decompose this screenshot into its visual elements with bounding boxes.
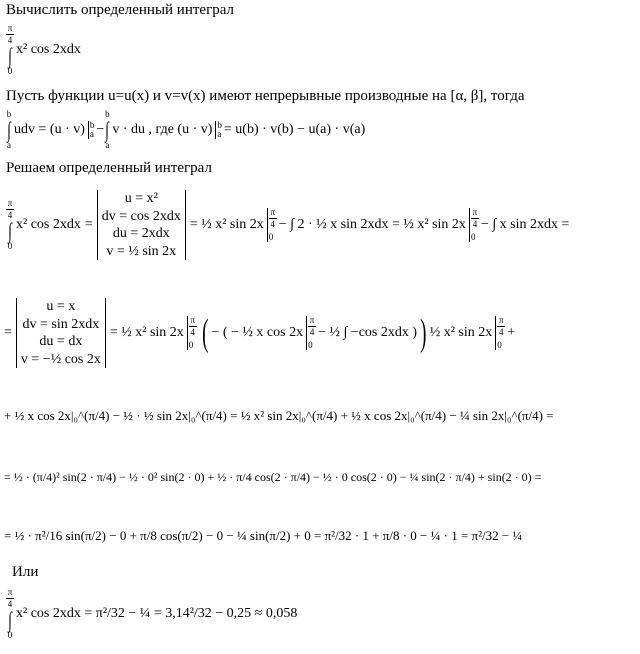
substitution-table-1: u = x² dv = cos 2xdx du = 2xdx v = ½ sin 2x [97,190,186,260]
solution-line-1: π 4 ∫ 0 x² cos 2xdx = u = x² dv = cos 2xdx du = 2xdx v = ½ sin 2x = ½ x² sin 2x π 4 0 − ∫ 2 · ½ x sin 2xdx = ½ x² sin 2x π 4 0 − ∫ x sin 2xdx = [7,191,570,259]
solution-line-5: = ½ · π²/16 sin(π/2) − 0 + π/8 cos(π/2) − 0 − ¼ sin(π/2) + 0 = π²/32 · 1 + π/8 · 0 − ¼ · 1 = π²/32 − ¼ [4,528,523,543]
integral-sign: b ∫ a [6,109,12,150]
term: − ( − ½ x cos 2x [211,325,304,340]
integral-sign: π 4 ∫ 0 [7,23,13,76]
solution-line-2: = u = x dv = sin 2xdx du = dx v = −½ cos 2x = ½ x² sin 2x π 4 0 ( − ( − ½ x cos 2x π 4 0 − ½ ∫ −cos 2xdx ) ) ½ x² sin 2x π 4 0 + [4,299,516,367]
term: = ½ x² sin 2x [189,217,264,232]
solution-line-4: = ½ · (π/4)² sin(2 · π/4) − ½ · 0² sin(2 · 0) + ½ · π/4 cos(2 · π/4) − ½ · 0 cos(2 · 0) − ¼ sin(2 · π/4) + sin(2 · 0) = [4,470,542,484]
integral-sign: π 4 ∫ 0 [7,587,13,640]
integral-sign: b ∫ a [105,109,110,150]
substitution-table-2: u = x dv = sin 2xdx du = dx v = −½ cos 2x [16,298,106,368]
final-result [6,588,297,640]
term: − ∫ x sin 2xdx = [480,217,570,232]
parts-vdu: v · du , где (u · v) [112,122,213,137]
term: − ∫ 2 · ½ x sin 2xdx = ½ x² sin 2x [278,217,466,232]
parts-formula: b ∫ a udv = (u · v) b a − b ∫ a v · du , где (u · v) b a = u(b) · v(b) − u(a) · v(a) [6,109,366,150]
integrand: x² cos 2xdx [16,42,81,57]
heading-task: Вычислить определенный интеграл [6,2,234,18]
minus-sign: − [96,122,105,137]
heading-parts-rule: Пусть функции u=u(x) и v=v(x) имеют непрерывные производные на [α, β], тогда [6,88,525,104]
integral-sign: π 4 ∫ 0 [7,198,13,251]
term: + [507,325,516,340]
solution-line-3: + ½ x cos 2x|₀^(π/4) − ½ · ½ sin 2x|₀^(π/4) = ½ x² sin 2x|₀^(π/4) + ½ x cos 2x|₀^(π/4) − ¼ sin 2x|₀^(π/4) = [4,408,554,423]
parts-lhs: udv = (u · v) [14,122,85,137]
term: ½ x² sin 2x [429,325,493,340]
term: = ½ x² sin 2x [109,325,184,340]
task-integral [6,24,81,76]
integrand: x² cos 2xdx [16,217,81,232]
heading-or: Или [12,564,39,580]
final-expression: x² cos 2xdx = π²/32 − ¼ = 3,14²/32 − 0,25 ≈ 0,058 [16,606,298,621]
parts-rhs: = u(b) · v(b) − u(a) · v(a) [223,122,366,137]
heading-solve: Решаем определенный интеграл [6,160,212,176]
term: − ½ ∫ −cos 2xdx ) [318,325,418,340]
